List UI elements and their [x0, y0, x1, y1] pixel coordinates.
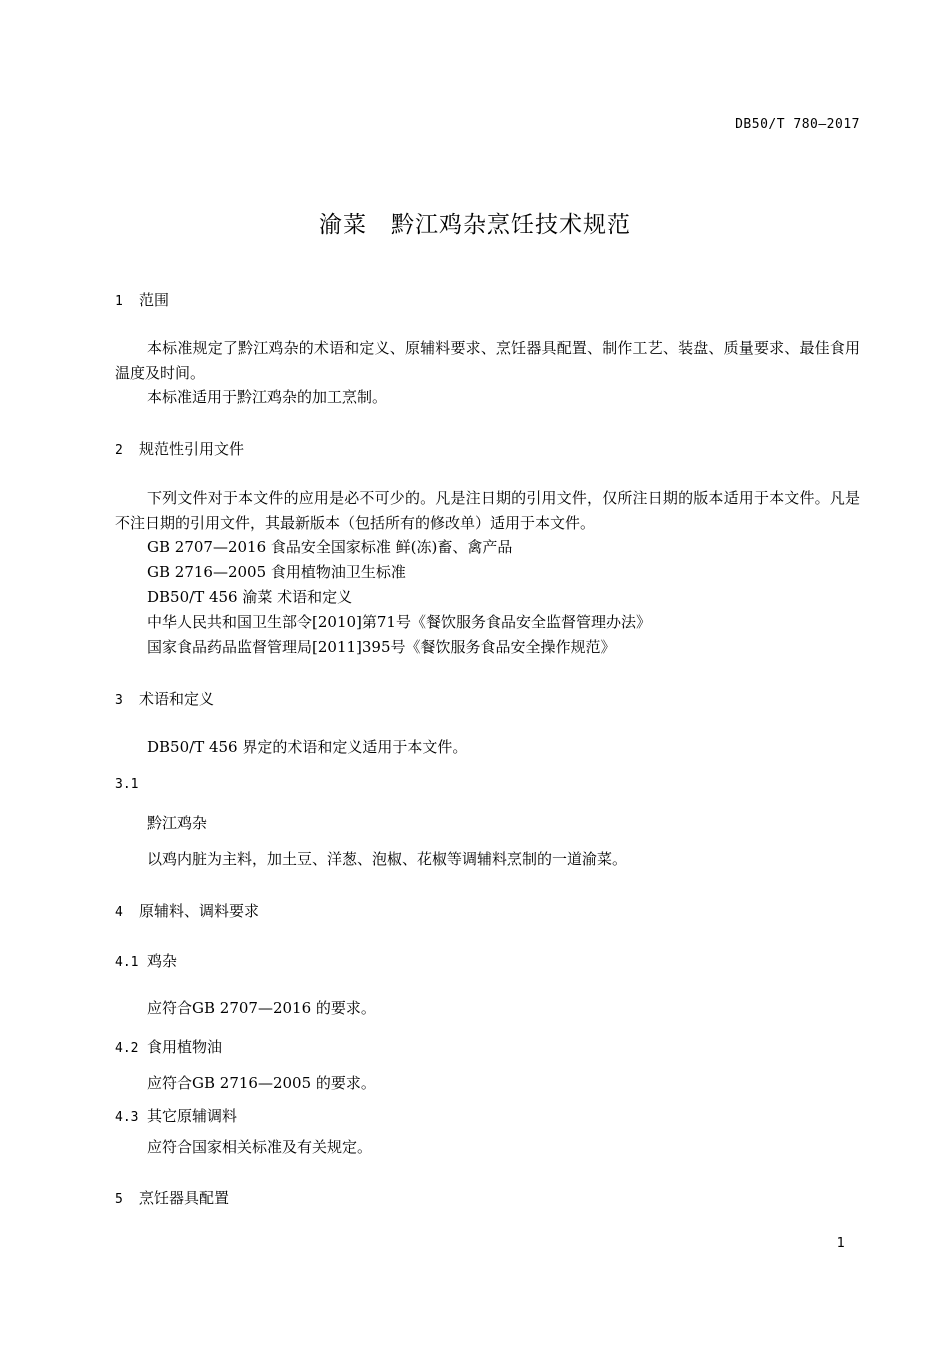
- subsection-4-1-heading: [115, 950, 177, 971]
- document-code: DB50/T 780—2017: [735, 117, 860, 132]
- subsection-number: 4.3: [115, 1110, 139, 1125]
- section-5-heading: [115, 1187, 229, 1208]
- subsection-title: 其它原辅调料: [147, 1107, 238, 1125]
- section-3-heading: [115, 688, 214, 709]
- reference-item: GB 2716—2005 食用植物油卫生标准: [147, 563, 406, 581]
- scope-applicability: 本标准适用于黔江鸡杂的加工烹制。: [147, 388, 388, 406]
- subsection-4-3-heading: [115, 1105, 237, 1126]
- requirement-text: 应符合GB 2716—2005 的要求。: [147, 1074, 376, 1092]
- section-title: 规范性引用文件: [139, 440, 245, 458]
- references-intro: 下列文件对于本文件的应用是必不可少的。凡是注日期的引用文件，仅所注日期的版本适用于本文件。凡是不注日期的引用文件，其最新版本（包括所有的修改单）适用于本文件。: [115, 489, 860, 532]
- section-title: 烹饪器具配置: [139, 1189, 230, 1207]
- reference-item: 国家食品药品监督管理局[2011]395号《餐饮服务食品安全操作规范》: [147, 638, 616, 656]
- subsection-title: 食用植物油: [147, 1038, 223, 1056]
- section-number: 5: [115, 1192, 123, 1207]
- section-4-heading: [115, 900, 259, 921]
- subsection-number: 4.2: [115, 1041, 139, 1056]
- section-1-heading: [115, 289, 169, 310]
- document-title: 渝菜 黔江鸡杂烹饪技术规范: [319, 212, 631, 238]
- subsection-title: 鸡杂: [147, 952, 178, 970]
- page-number: 1: [836, 1236, 845, 1251]
- subsection-number: 4.1: [115, 955, 139, 970]
- section-title: 范围: [139, 291, 170, 309]
- section-number: 2: [115, 443, 123, 458]
- section-title: 术语和定义: [139, 690, 215, 708]
- terms-intro: DB50/T 456 界定的术语和定义适用于本文件。: [147, 738, 468, 756]
- section-2-heading: [115, 438, 244, 459]
- subsection-4-2-heading: [115, 1036, 222, 1057]
- reference-item: DB50/T 456 渝菜 术语和定义: [147, 588, 353, 606]
- section-number: 4: [115, 905, 123, 920]
- term-name: 黔江鸡杂: [147, 814, 208, 832]
- section-number: 3: [115, 693, 123, 708]
- term-definition: 以鸡内脏为主料，加土豆、洋葱、泡椒、花椒等调辅料烹制的一道渝菜。: [147, 850, 628, 868]
- reference-item: GB 2707—2016 食品安全国家标准 鲜(冻)畜、禽产品: [147, 538, 513, 556]
- section-title: 原辅料、调料要求: [139, 902, 260, 920]
- requirement-text: 应符合GB 2707—2016 的要求。: [147, 999, 376, 1017]
- section-number: 1: [115, 294, 123, 309]
- requirement-text: 应符合国家相关标准及有关规定。: [147, 1138, 373, 1156]
- reference-item: 中华人民共和国卫生部令[2010]第71号《餐饮服务食品安全监督管理办法》: [147, 613, 651, 631]
- scope-paragraph: 本标准规定了黔江鸡杂的术语和定义、原辅料要求、烹饪器具配置、制作工艺、装盘、质量要求、最佳食用温度及时间。: [115, 339, 860, 382]
- subsection-number: 3.1: [115, 777, 139, 792]
